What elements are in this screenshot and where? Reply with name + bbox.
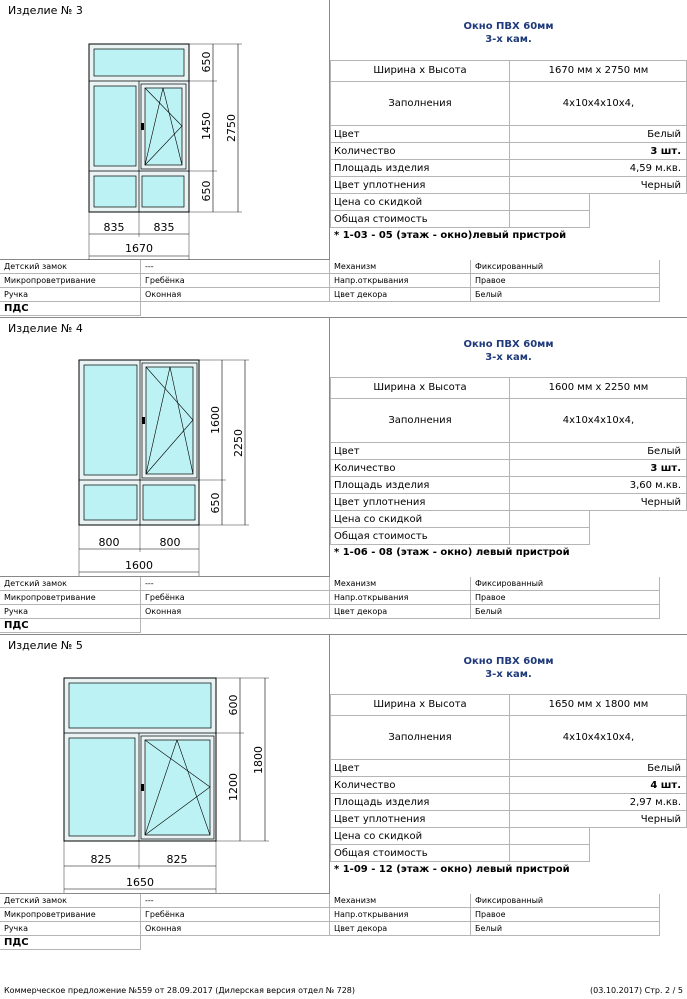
product-title: Изделие № 3 — [8, 4, 83, 17]
window-drawing — [0, 318, 330, 578]
dim-w1: 835 — [103, 221, 125, 234]
color-row: Цвет Белый — [330, 760, 687, 777]
footer-left: Коммерческое предложение №559 от 28.09.2017 (Дилерская версия отдел № 728) — [4, 986, 356, 995]
dim-top: 1600 — [209, 406, 222, 434]
spec-header — [330, 0, 687, 60]
fill-row: Заполнения 4х10х4х10х4, — [330, 716, 687, 760]
total-row: Общая стоимость — [330, 845, 687, 862]
dim-total-w: 1670 — [125, 242, 153, 255]
product-title: Изделие № 4 — [8, 322, 83, 335]
spec-title: Окно ПВХ 60мм — [463, 656, 554, 667]
discount-row: Цена со скидкой — [330, 194, 687, 211]
spec-subtitle: 3-х кам. — [485, 34, 532, 45]
dim-total-w: 1600 — [125, 559, 153, 572]
dim-w2: 835 — [153, 221, 175, 234]
spec-title: Окно ПВХ 60мм — [463, 339, 554, 350]
dim-total-h: 2750 — [225, 114, 238, 142]
dim-bottom: 1200 — [227, 773, 240, 801]
product-note: * 1-06 - 08 (этаж - окно) левый пристрой — [334, 547, 570, 558]
drawing-box — [0, 0, 330, 260]
spec-header — [330, 634, 687, 694]
dim-w2: 825 — [166, 853, 188, 866]
spec-title: Окно ПВХ 60мм — [463, 21, 554, 32]
window-drawing — [0, 0, 330, 260]
window-drawing — [0, 635, 330, 895]
product-title: Изделие № 5 — [8, 639, 83, 652]
drawing-box — [0, 634, 330, 894]
pds-label: ПДС — [0, 619, 141, 633]
dim-w1: 825 — [90, 853, 112, 866]
seal-row: Цвет уплотнения Черный — [330, 177, 687, 194]
qty-row: Количество 3 шт. — [330, 460, 687, 477]
area-row: Площадь изделия 4,59 м.кв. — [330, 160, 687, 177]
area-row: Площадь изделия 3,60 м.кв. — [330, 477, 687, 494]
product-3: Изделие № 3 650 1450 650 2750 835 835 1670 Окно ПВХ 60мм 3-х кам. Ширина х Высота 1670 мм х 2750 мм Заполнения 4х10х4х10х4, Цвет Белый Количество 3 шт. Площадь изделия 4,59 м.кв. Цвет уплотнения Черный Цена со скидкой Общая стоимость * 1-03 - 05 (этаж - окно)левый пристрой Детский замок --- Механизм Фиксированный Микропроветривание Гребёнка Напр.открывания Правое Ручка Оконная Цвет декора Белый ПДС — [0, 0, 687, 317]
product-note: * 1-09 - 12 (этаж - окно) левый пристрой — [334, 864, 570, 875]
dim-top: 650 — [200, 51, 213, 73]
dim-total-h: 2250 — [232, 429, 245, 457]
qty-row: Количество 4 шт. — [330, 777, 687, 794]
drawing-box — [0, 317, 330, 577]
total-row: Общая стоимость — [330, 211, 687, 228]
product-4: Изделие № 4 1600 650 2250 800 800 1600 Окно ПВХ 60мм 3-х кам. Ширина х Высота 1600 мм х 2250 мм Заполнения 4х10х4х10х4, Цвет Белый Количество 3 шт. Площадь изделия 3,60 м.кв. Цвет уплотнения Черный Цена со скидкой Общая стоимость * 1-06 - 08 (этаж - окно) левый пристрой Детский замок --- Механизм Фиксированный Микропроветривание Гребёнка Напр.открывания Правое Ручка Оконная Цвет декора Белый ПДС — [0, 317, 687, 634]
spec-subtitle: 3-х кам. — [485, 669, 532, 680]
total-row: Общая стоимость — [330, 528, 687, 545]
dim-top: 600 — [227, 694, 240, 716]
dim-bottom: 650 — [200, 180, 213, 202]
size-row: Ширина х Высота 1600 мм х 2250 мм — [330, 377, 687, 399]
discount-row: Цена со скидкой — [330, 511, 687, 528]
product-5: Изделие № 5 600 1200 1800 825 825 1650 Окно ПВХ 60мм 3-х кам. Ширина х Высота 1650 мм х 1800 мм Заполнения 4х10х4х10х4, Цвет Белый Количество 4 шт. Площадь изделия 2,97 м.кв. Цвет уплотнения Черный Цена со скидкой Общая стоимость * 1-09 - 12 (этаж - окно) левый пристрой Детский замок --- Механизм Фиксированный Микропроветривание Гребёнка Напр.открывания Правое Ручка Оконная Цвет декора Белый ПДС — [0, 634, 687, 951]
dim-w1: 800 — [98, 536, 120, 549]
product-note: * 1-03 - 05 (этаж - окно)левый пристрой — [334, 230, 567, 241]
fill-row: Заполнения 4х10х4х10х4, — [330, 82, 687, 126]
pds-label: ПДС — [0, 936, 141, 950]
area-row: Площадь изделия 2,97 м.кв. — [330, 794, 687, 811]
spec-header — [330, 317, 687, 377]
pds-label: ПДС — [0, 302, 141, 316]
size-row: Ширина х Высота 1650 мм х 1800 мм — [330, 694, 687, 716]
dim-total-w: 1650 — [126, 876, 154, 889]
discount-row: Цена со скидкой — [330, 828, 687, 845]
color-row: Цвет Белый — [330, 443, 687, 460]
qty-row: Количество 3 шт. — [330, 143, 687, 160]
dim-w2: 800 — [159, 536, 181, 549]
spec-subtitle: 3-х кам. — [485, 352, 532, 363]
dim-total-h: 1800 — [252, 746, 265, 774]
dim-bottom: 650 — [209, 492, 222, 514]
size-row: Ширина х Высота 1670 мм х 2750 мм — [330, 60, 687, 82]
footer-right: (03.10.2017) Стр. 2 / 5 — [590, 986, 683, 995]
seal-row: Цвет уплотнения Черный — [330, 494, 687, 511]
seal-row: Цвет уплотнения Черный — [330, 811, 687, 828]
fill-row: Заполнения 4х10х4х10х4, — [330, 399, 687, 443]
dim-mid: 1450 — [200, 112, 213, 140]
color-row: Цвет Белый — [330, 126, 687, 143]
